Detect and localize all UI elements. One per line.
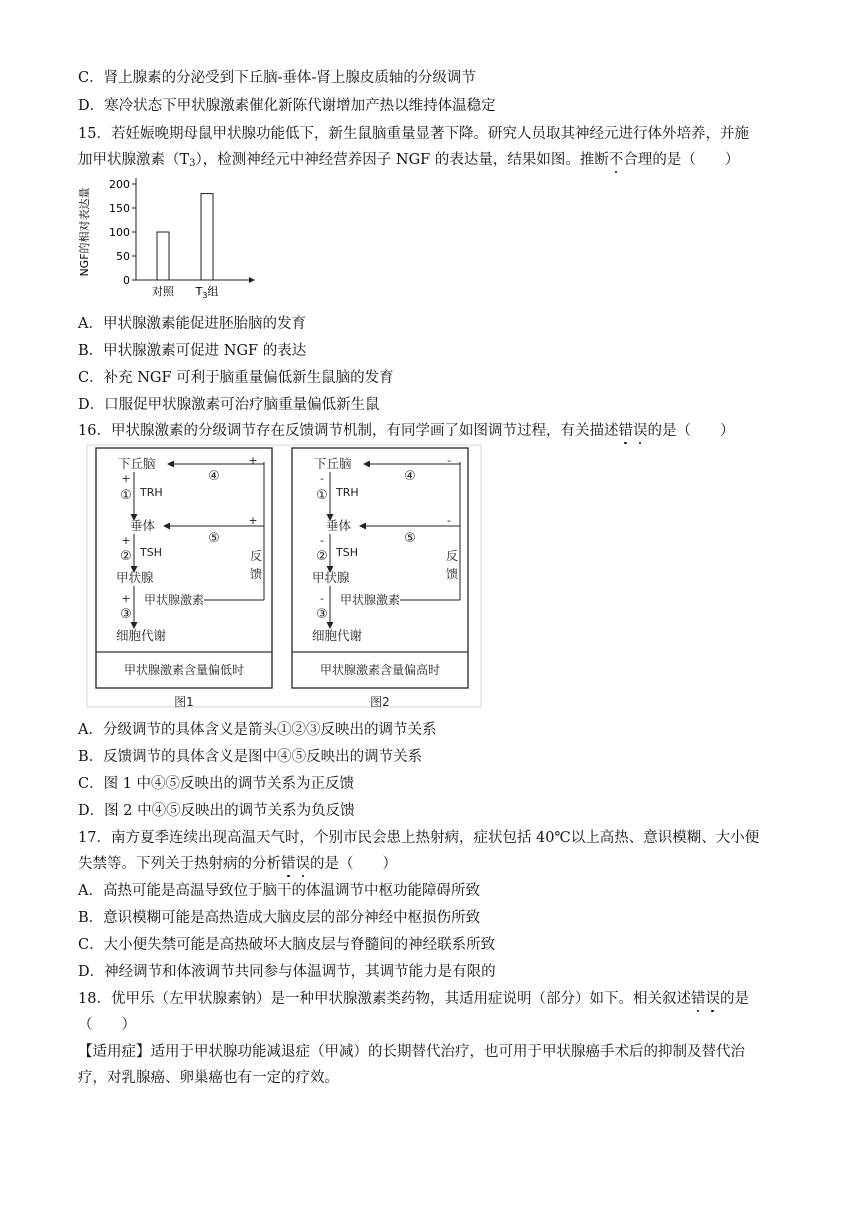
question-15-stem-2: 加甲状腺激素$(T_3)$，检测神经元中神经营养因子 NGF 的表达量，结果如图。推断不合理的是（ ）: [78, 152, 740, 169]
option-17a: A．高热可能是高温导致位于脑干的体温调节中枢功能障碍所致: [78, 883, 480, 899]
feedback-figure: [86, 444, 482, 714]
node-pituitary: 垂体: [130, 518, 156, 533]
marker-2: ②: [120, 549, 132, 564]
bar: [201, 194, 213, 280]
label-tsh: TSH: [140, 546, 162, 559]
sign-3: +: [121, 592, 131, 605]
figure-caption: 甲状腺激素含量偏低时: [123, 663, 245, 677]
label-trh: TRH: [140, 486, 163, 499]
marker-1: ①: [120, 488, 132, 503]
label-trh: TRH: [336, 486, 359, 499]
node-hypothalamus: 下丘脑: [314, 456, 352, 471]
option-15a: A．甲状腺激素能促进胚胎脑的发育: [78, 316, 306, 332]
question-17-stem-2: 失禁等。下列关于热射病的分析错误的是（ ）: [78, 856, 397, 872]
sign-3: -: [320, 592, 324, 605]
sign-2: -: [320, 534, 324, 547]
question-17-stem: 17．南方夏季连续出现高温天气时，个别市民会患上热射病，症状包括 40℃以上高热、意识模糊、大小便: [78, 830, 760, 846]
y-tick-label: 50: [116, 250, 130, 263]
marker-4: ④: [404, 469, 416, 484]
label-hormone: 甲状腺激素: [144, 593, 205, 607]
y-tick-label: 100: [109, 226, 130, 239]
sign-4: +: [248, 454, 258, 467]
bar: [157, 232, 169, 280]
option-17b: B．意识模糊可能是高热造成大脑皮层的部分神经中枢损伤所致: [78, 910, 481, 926]
node-metabolism: 细胞代谢: [116, 628, 167, 643]
node-hypothalamus: 下丘脑: [118, 456, 156, 471]
node-pituitary: 垂体: [326, 518, 352, 533]
option-16c: C．图 1 中④⑤反映出的调节关系为正反馈: [78, 776, 355, 792]
figure-caption: 甲状腺激素含量偏高时: [319, 663, 441, 677]
x-tick-label: 对照: [152, 285, 174, 298]
figure-label: 图1: [174, 695, 194, 709]
label-tsh: TSH: [336, 546, 358, 559]
option-16b: B．反馈调节的具体含义是图中④⑤反映出的调节关系: [78, 749, 423, 765]
question-18-blank: （ ）: [78, 1017, 136, 1033]
node-thyroid: 甲状腺: [312, 570, 350, 585]
feedback-label: 反: [249, 549, 263, 563]
option-14d: D．寒冷状态下甲状腺激素催化新陈代谢增加产热以维持体温稳定: [78, 98, 496, 114]
indication-text: 【适用症】适用于甲状腺功能减退症（甲减）的长期替代治疗，也可用于甲状腺癌手术后的抑制及替代治: [78, 1044, 745, 1060]
question-16-stem: 16．甲状腺激素的分级调节存在反馈调节机制，有同学画了如图调节过程，有关描述错误的是（ ）: [78, 423, 735, 439]
y-tick-label: 150: [109, 202, 130, 215]
feedback-label: 馈: [249, 567, 263, 581]
option-16a: A．分级调节的具体含义是箭头①②③反映出的调节关系: [78, 722, 437, 738]
marker-2: ②: [316, 549, 328, 564]
feedback-label: 馈: [445, 567, 459, 581]
node-thyroid: 甲状腺: [116, 570, 154, 585]
option-17d: D．神经调节和体液调节共同参与体温调节，其调节能力是有限的: [78, 964, 496, 980]
indication-text-2: 疗，对乳腺癌、卵巢癌也有一定的疗效。: [78, 1070, 339, 1086]
marker-5: ⑤: [208, 531, 220, 546]
feedback-label: 反: [445, 549, 459, 563]
option-16d: D．图 2 中④⑤反映出的调节关系为负反馈: [78, 803, 355, 819]
option-17c: C．大小便失禁可能是高热破坏大脑皮层与脊髓间的神经联系所致: [78, 937, 496, 953]
y-tick-label: 0: [123, 274, 130, 287]
sign-5: -: [447, 514, 451, 527]
x-tick-label: $T_3$组: [195, 285, 219, 300]
figure-2: [292, 448, 468, 709]
figure-1: [96, 448, 272, 709]
marker-3: ③: [120, 607, 132, 622]
label-hormone: 甲状腺激素: [340, 593, 401, 607]
emphasis-dot: 不: [608, 152, 624, 168]
question-15-stem: 15．若妊娠晚期母鼠甲状腺功能低下，新生鼠脑重量显著下降。研究人员取其神经元进行体外培养，并施: [78, 126, 749, 142]
sign-4: -: [447, 454, 451, 467]
sign-1: +: [121, 472, 131, 485]
sign-1: -: [320, 472, 324, 485]
option-15d: D．口服促甲状腺激素可治疗脑重量偏低新生鼠: [78, 397, 380, 413]
sign-2: +: [121, 534, 131, 547]
marker-1: ①: [316, 488, 328, 503]
marker-5: ⑤: [404, 531, 416, 546]
sign-5: +: [248, 514, 258, 527]
figure-label: 图2: [370, 695, 390, 709]
y-tick-label: 200: [109, 178, 130, 191]
option-15b: B．甲状腺激素可促进 NGF 的表达: [78, 343, 307, 359]
y-axis-label: NGF的相对表达量: [78, 187, 91, 277]
question-18-stem: 18．优甲乐（左甲状腺素钠）是一种甲状腺激素类药物，其适用症说明（部分）如下。相关叙述错误的是: [78, 991, 749, 1007]
marker-3: ③: [316, 607, 328, 622]
option-15c: C．补充 NGF 可利于脑重量偏低新生鼠脑的发育: [78, 370, 394, 386]
ngf-bar-chart: [76, 174, 266, 302]
node-metabolism: 细胞代谢: [312, 628, 363, 643]
option-14c: C．肾上腺素的分泌受到下丘脑-垂体-肾上腺皮质轴的分级调节: [78, 70, 476, 86]
marker-4: ④: [208, 469, 220, 484]
